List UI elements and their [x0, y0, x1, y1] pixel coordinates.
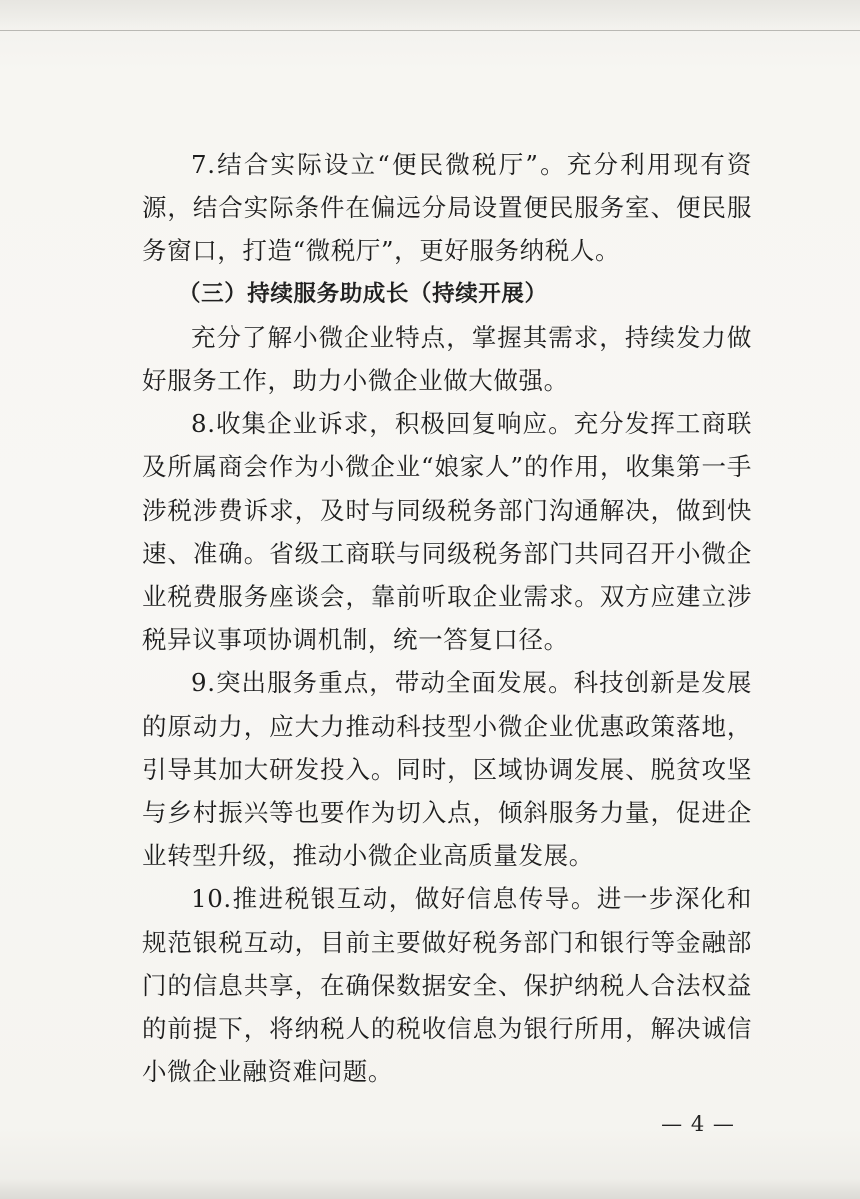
header-rule: [0, 30, 860, 31]
paragraph-item-8: 8.收集企业诉求，积极回复响应。充分发挥工商联及所属商会作为小微企业“娘家人”的作用，收集第一手涉税涉费诉求，及时与同级税务部门沟通解决，做到快速、准确。省级工商联与同级税务部门共同召开小微企业税费服务座谈会，靠前听取企业需求。双方应建立涉税异议事项协调机制，统一答复口径。: [142, 409, 752, 655]
paragraph-item-10: 10.推进税银互动，做好信息传导。进一步深化和规范银税互动，目前主要做好税务部门和银行等金融部门的信息共享，在确保数据安全、保护纳税人合法权益的前提下，将纳税人的税收信息为银行所用，解决诚信小微企业融资难问题。: [142, 884, 752, 1087]
section-heading-3: （三）持续服务助成长（持续开展）: [178, 280, 548, 307]
page-number: — 4 —: [661, 1112, 735, 1136]
paragraph-item-9: 9.突出服务重点，带动全面发展。科技创新是发展的原动力，应大力推动科技型小微企业优惠政策落地，引导其加大研发投入。同时，区域协调发展、脱贫攻坚与乡村振兴等也要作为切入点，倾斜服务力量，促进企业转型升级，推动小微企业高质量发展。: [142, 668, 752, 871]
document-body: [142, 143, 752, 1093]
page-top-shadow: [0, 0, 860, 28]
paragraph-item-7: 7.结合实际设立“便民微税厅”。充分利用现有资源，结合实际条件在偏远分局设置便民服务室、便民服务窗口，打造“微税厅”，更好服务纳税人。: [142, 150, 752, 266]
section-intro-paragraph: 充分了解小微企业特点，掌握其需求，持续发力做好服务工作，助力小微企业做大做强。: [142, 322, 752, 396]
page-bottom-shadow: [0, 1179, 860, 1199]
